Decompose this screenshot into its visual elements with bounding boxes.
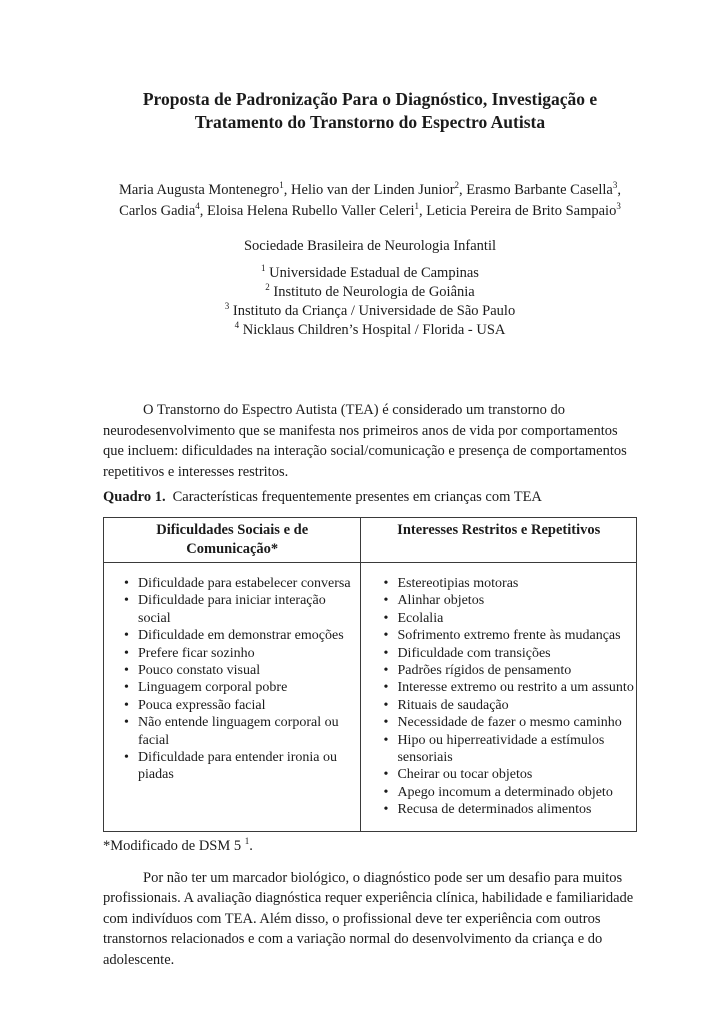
- society-name: Sociedade Brasileira de Neurologia Infantil: [243, 238, 497, 254]
- table-body: [104, 563, 637, 832]
- superscript-ref: 2: [454, 180, 460, 191]
- affiliation-line-3: $^3$ Instituto da Criança / Universidade de São Paulo: [224, 301, 516, 319]
- bullet-item: • Prefere ficar sozinho: [124, 645, 358, 662]
- bullet-item: • Rituais de saudação: [383, 697, 634, 714]
- affiliation-line-1: $^1$ Universidade Estadual de Campinas: [261, 263, 479, 281]
- bullet-item: • Pouca expressão facial: [124, 697, 358, 714]
- table-header-restricted-interests: Interesses Restritos e Repetitivos: [361, 518, 637, 563]
- table-cell-social-difficulties: [104, 563, 361, 832]
- superscript-ref: 4: [195, 201, 200, 212]
- bullet-item: • Ecolalia: [383, 610, 634, 627]
- affiliation-line-4: $^4$ Nicklaus Children’s Hospital / Florida - USA: [234, 320, 506, 338]
- bullet-item: • Hipo ou hiperreatividade a estímulos sensoriais: [383, 732, 634, 767]
- superscript-ref: 3: [612, 180, 618, 191]
- bullet-item: • Dificuldade para iniciar interação social: [124, 592, 358, 627]
- superscript-ref: 4: [234, 320, 240, 331]
- bullet-item: • Apego incomum a determinado objeto: [383, 784, 634, 801]
- affiliations-block: [103, 264, 637, 340]
- superscript-ref: 1: [279, 180, 284, 191]
- social-difficulties-list: [124, 575, 358, 784]
- bullet-item: • Necessidade de fazer o mesmo caminho: [383, 714, 634, 731]
- superscript-ref: 1: [414, 201, 420, 212]
- bullet-item: • Linguagem corporal pobre: [124, 679, 358, 696]
- superscript-ref: 1: [244, 835, 250, 846]
- bullet-item: • Não entende linguagem corporal ou facial: [124, 714, 358, 749]
- intro-paragraph: O Transtorno do Espectro Autista (TEA) é considerado um transtorno do neurodesenvolvimento que se manifesta nos primeiros anos de vida por comportamentos que incluem: dificuldades na interação social/comunicação e presença de comportamentos repetitivos e interesses restritos.: [103, 402, 627, 480]
- table-cell-restricted-interests: [361, 563, 637, 832]
- bullet-item: • Padrões rígidos de pensamento: [383, 662, 634, 679]
- superscript-ref: 3: [616, 201, 621, 212]
- document-title: [103, 88, 637, 134]
- bullet-item: • Dificuldade para estabelecer conversa: [124, 575, 358, 592]
- superscript-ref: 2: [265, 282, 270, 293]
- authors-line: Maria Augusta Montenegro$^1$, Helio van der Linden Junior$^2$, Erasmo Barbante Casella$^3$, Carlos Gadia$^4$, Eloisa Helena Rubello Valler Celeri$^1$, Leticia Pereira de Brito Sampaio$^3$: [119, 180, 621, 219]
- restricted-interests-list: [383, 575, 634, 819]
- table-header-row: [104, 518, 637, 563]
- bullet-item: • Dificuldade com transições: [383, 645, 634, 662]
- table-header-social-difficulties: Dificuldades Sociais e de Comunicação*: [104, 518, 361, 563]
- affiliation-line-2: $^2$ Instituto de Neurologia de Goiânia: [265, 282, 475, 300]
- table-caption-label: Quadro 1.: [103, 489, 166, 505]
- bullet-item: • Dificuldade para entender ironia ou piadas: [124, 749, 358, 784]
- bullet-item: • Alinhar objetos: [383, 592, 634, 609]
- bullet-item: • Recusa de determinados alimentos: [383, 801, 634, 818]
- bullet-item: • Estereotipias motoras: [383, 575, 634, 592]
- table-footnote: *Modificado de DSM 5 $^1$.: [103, 835, 253, 854]
- bullet-item: • Pouco constato visual: [124, 662, 358, 679]
- table-caption: [103, 487, 637, 507]
- bullet-item: • Sofrimento extremo frente às mudanças: [383, 627, 634, 644]
- bullet-item: • Cheirar ou tocar objetos: [383, 766, 634, 783]
- bullet-item: • Dificuldade em demonstrar emoções: [124, 627, 358, 644]
- table-caption-text: Características frequentemente presentes em crianças com TEA: [172, 489, 542, 505]
- superscript-ref: 1: [261, 263, 266, 274]
- closing-paragraph: Por não ter um marcador biológico, o diagnóstico pode ser um desafio para muitos profissionais. A avaliação diagnóstica requer experiência clínica, habilidade e familiaridade com indivíduos com TEA. Além disso, o profissional deve ter experiência com outros transtornos relacionados e com a variação normal do desenvolvimento da criança e do adolescente.: [103, 869, 634, 968]
- title-line-2: Tratamento do Transtorno do Espectro Autista: [194, 112, 546, 132]
- title-line-1: Proposta de Padronização Para o Diagnóstico, Investigação e: [142, 89, 598, 109]
- characteristics-table: [103, 517, 637, 832]
- bullet-item: • Interesse extremo ou restrito a um assunto: [383, 679, 634, 696]
- superscript-ref: 3: [224, 301, 230, 312]
